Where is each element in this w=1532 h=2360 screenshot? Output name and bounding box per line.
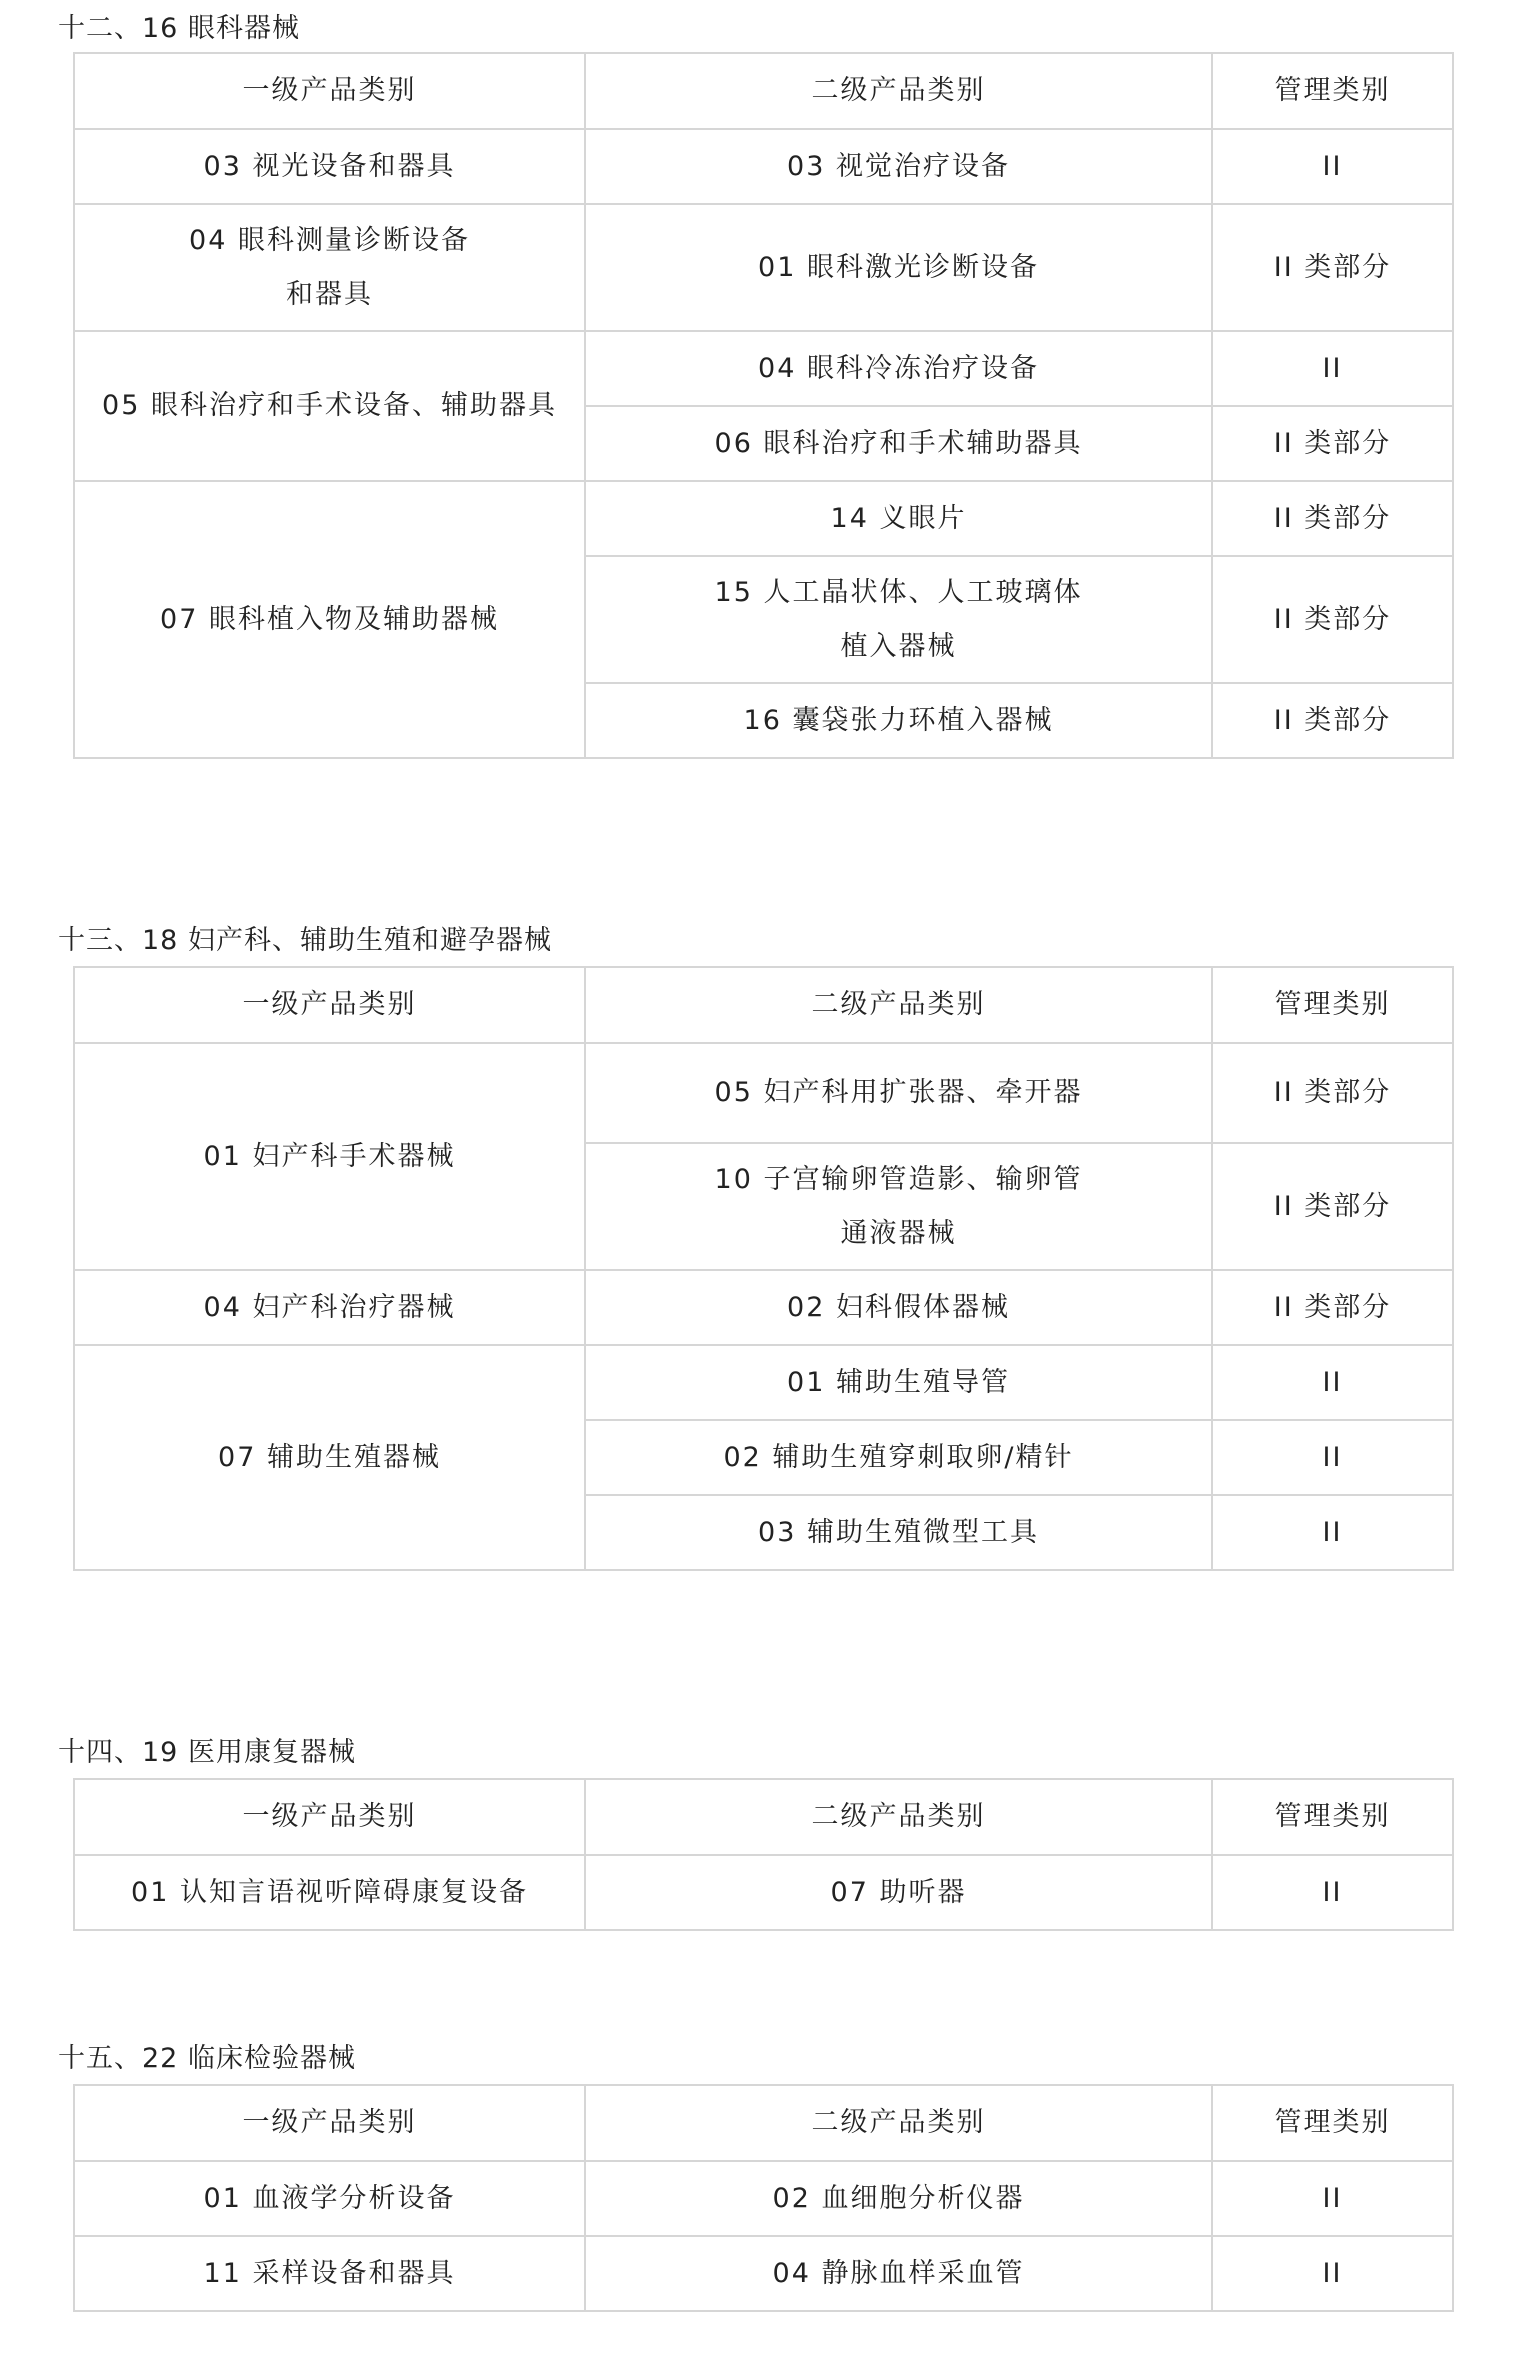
table-row bbox=[74, 1855, 1453, 1930]
cell-mgmt: II 类部分 bbox=[1212, 481, 1453, 556]
header-level2: 二级产品类别 bbox=[585, 2085, 1212, 2161]
cell-level2: 02 辅助生殖穿刺取卵/精针 bbox=[585, 1420, 1212, 1495]
cell-mgmt: II 类部分 bbox=[1212, 1143, 1453, 1270]
cell-level1: 11 采样设备和器具 bbox=[74, 2236, 585, 2311]
table-row bbox=[74, 204, 1453, 331]
cell-level2: 04 静脉血样采血管 bbox=[585, 2236, 1212, 2311]
cell-mgmt: II bbox=[1212, 1420, 1453, 1495]
cell-mgmt: II bbox=[1212, 129, 1453, 204]
classification-table bbox=[73, 1778, 1454, 1931]
section-title: 十三、18 妇产科、辅助生殖和避孕器械 bbox=[58, 925, 552, 956]
cell-level1: 01 认知言语视听障碍康复设备 bbox=[74, 1855, 585, 1930]
cell-level2: 02 血细胞分析仪器 bbox=[585, 2161, 1212, 2236]
cell-level2: 05 妇产科用扩张器、牵开器 bbox=[585, 1043, 1212, 1143]
table-header-row bbox=[74, 2085, 1453, 2161]
cell-mgmt: II bbox=[1212, 331, 1453, 406]
table-row bbox=[74, 1345, 1453, 1420]
cell-level1: 07 辅助生殖器械 bbox=[74, 1345, 585, 1570]
table-row bbox=[74, 129, 1453, 204]
header-mgmt: 管理类别 bbox=[1212, 53, 1453, 129]
cell-mgmt: II 类部分 bbox=[1212, 204, 1453, 331]
cell-mgmt: II 类部分 bbox=[1212, 556, 1453, 683]
cell-mgmt: II 类部分 bbox=[1212, 683, 1453, 758]
cell-mgmt: II bbox=[1212, 1855, 1453, 1930]
cell-mgmt: II bbox=[1212, 2161, 1453, 2236]
header-mgmt: 管理类别 bbox=[1212, 967, 1453, 1043]
cell-mgmt: II bbox=[1212, 1495, 1453, 1570]
cell-level2: 04 眼科冷冻治疗设备 bbox=[585, 331, 1212, 406]
cell-level1: 01 妇产科手术器械 bbox=[74, 1043, 585, 1270]
cell-level2: 07 助听器 bbox=[585, 1855, 1212, 1930]
classification-table bbox=[73, 52, 1454, 759]
cell-level2: 16 囊袋张力环植入器械 bbox=[585, 683, 1212, 758]
cell-level2: 10 子宫输卵管造影、输卵管 通液器械 bbox=[585, 1143, 1212, 1270]
cell-level2: 15 人工晶状体、人工玻璃体 植入器械 bbox=[585, 556, 1212, 683]
table-row bbox=[74, 481, 1453, 556]
cell-mgmt: II 类部分 bbox=[1212, 1043, 1453, 1143]
header-mgmt: 管理类别 bbox=[1212, 1779, 1453, 1855]
classification-table bbox=[73, 966, 1454, 1571]
header-level1: 一级产品类别 bbox=[74, 2085, 585, 2161]
table-header-row bbox=[74, 1779, 1453, 1855]
table-row bbox=[74, 331, 1453, 406]
cell-level1: 07 眼科植入物及辅助器械 bbox=[74, 481, 585, 758]
cell-level1: 04 妇产科治疗器械 bbox=[74, 1270, 585, 1345]
header-level2: 二级产品类别 bbox=[585, 967, 1212, 1043]
table-row bbox=[74, 1270, 1453, 1345]
header-mgmt: 管理类别 bbox=[1212, 2085, 1453, 2161]
cell-level2: 06 眼科治疗和手术辅助器具 bbox=[585, 406, 1212, 481]
table-header-row bbox=[74, 967, 1453, 1043]
header-level1: 一级产品类别 bbox=[74, 967, 585, 1043]
classification-table bbox=[73, 2084, 1454, 2312]
cell-level2: 14 义眼片 bbox=[585, 481, 1212, 556]
cell-mgmt: II 类部分 bbox=[1212, 406, 1453, 481]
cell-level2: 01 眼科激光诊断设备 bbox=[585, 204, 1212, 331]
header-level1: 一级产品类别 bbox=[74, 1779, 585, 1855]
cell-level2: 01 辅助生殖导管 bbox=[585, 1345, 1212, 1420]
table-header-row bbox=[74, 53, 1453, 129]
section-title: 十四、19 医用康复器械 bbox=[58, 1737, 356, 1768]
table-row bbox=[74, 2161, 1453, 2236]
cell-level1: 03 视光设备和器具 bbox=[74, 129, 585, 204]
cell-level2: 02 妇科假体器械 bbox=[585, 1270, 1212, 1345]
table-row bbox=[74, 2236, 1453, 2311]
cell-level1: 05 眼科治疗和手术设备、辅助器具 bbox=[74, 331, 585, 481]
header-level2: 二级产品类别 bbox=[585, 53, 1212, 129]
table-row bbox=[74, 1043, 1453, 1143]
section-title: 十二、16 眼科器械 bbox=[58, 13, 300, 44]
cell-level2: 03 视觉治疗设备 bbox=[585, 129, 1212, 204]
cell-mgmt: II bbox=[1212, 1345, 1453, 1420]
header-level2: 二级产品类别 bbox=[585, 1779, 1212, 1855]
cell-level1: 01 血液学分析设备 bbox=[74, 2161, 585, 2236]
cell-mgmt: II bbox=[1212, 2236, 1453, 2311]
cell-mgmt: II 类部分 bbox=[1212, 1270, 1453, 1345]
section-title: 十五、22 临床检验器械 bbox=[58, 2043, 356, 2074]
cell-level1: 04 眼科测量诊断设备 和器具 bbox=[74, 204, 585, 331]
header-level1: 一级产品类别 bbox=[74, 53, 585, 129]
cell-level2: 03 辅助生殖微型工具 bbox=[585, 1495, 1212, 1570]
